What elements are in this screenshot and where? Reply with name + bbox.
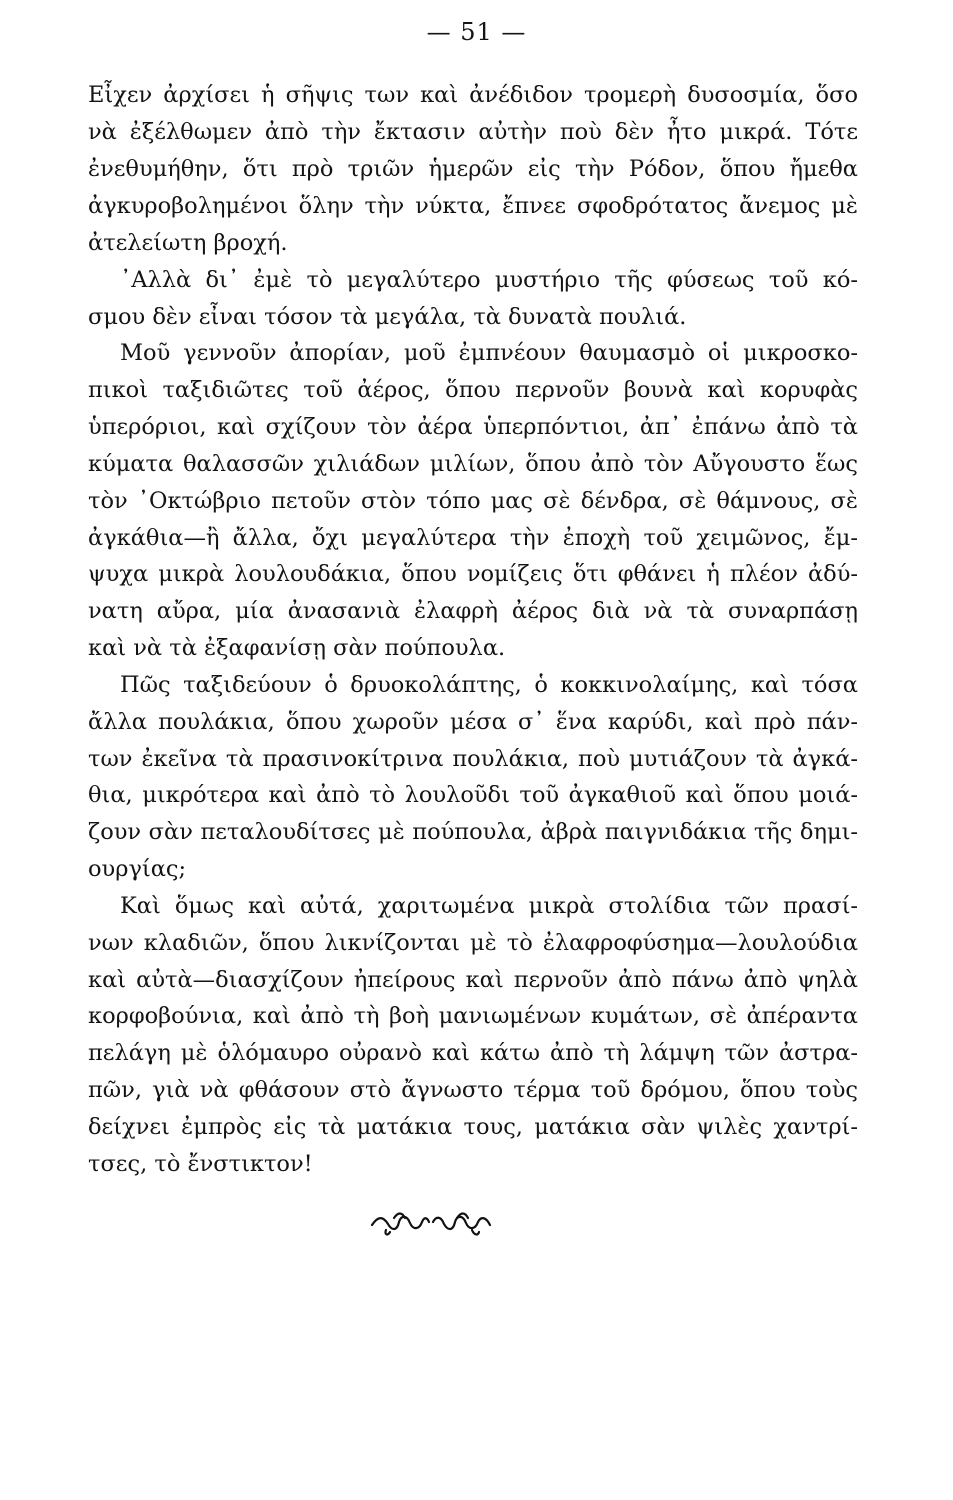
text-line: ἀτελείωτη βροχή.	[88, 230, 288, 256]
text-line: Εἶχεν ἀρχίσει ἡ σῆψις των καὶ ἀνέδιδον τρομερὴ δυσοσμία, ὅσο	[88, 82, 858, 108]
text-line: ἐνεθυμήθην, ὅτι πρὸ τριῶν ἡμερῶν εἰς τὴν Ρόδον, ὅπου ἤμεθα	[88, 156, 858, 182]
text-line: ζουν σὰν πεταλουδίτσες μὲ πούπουλα, ἀβρὰ παιγνιδάκια τῆς δημι-	[88, 819, 858, 845]
text-line: νὰ ἐξέλθωμεν ἀπὸ τὴν ἔκτασιν αὐτὴν ποὺ δὲν ἦτο μικρά. Τότε	[88, 119, 858, 145]
text-line: πελάγη μὲ ὁλόμαυρο οὐρανὸ καὶ κάτω ἀπὸ τὴ λάμψη τῶν ἀστρα-	[88, 1040, 858, 1066]
text-line: πῶν, γιὰ νὰ φθάσουν στὸ ἄγνωστο τέρμα τοῦ δρόμου, ὅπου τοὺς	[88, 1077, 858, 1103]
text-line: των ἐκεῖνα τὰ πρασινοκίτρινα πουλάκια, ποὺ μυτιάζουν τὰ ἀγκά-	[88, 746, 858, 772]
text-line: ἀγκυροβολημένοι ὅλην τὴν νύκτα, ἔπνεε σφοδρότατος ἄνεμος μὲ	[88, 193, 858, 219]
text-line: καὶ νὰ τὰ ἐξαφανίσῃ σὰν πούπουλα.	[88, 635, 506, 661]
text-line: σμου δὲν εἶναι τόσον τὰ μεγάλα, τὰ δυνατὰ πουλιά.	[88, 304, 687, 330]
text-line: ουργίας;	[88, 856, 187, 882]
text-line: καὶ αὐτὰ—διασχίζουν ἠπείρους καὶ περνοῦν ἀπὸ πάνω ἀπὸ ψηλὰ	[88, 967, 858, 993]
text-line: τὸν ᾿Οκτώβριο πετοῦν στὸν τόπο μας σὲ δένδρα, σὲ θάμνους, σὲ	[88, 488, 858, 514]
text-line: θια, μικρότερα καὶ ἀπὸ τὸ λουλοῦδι τοῦ ἀγκαθιοῦ καὶ ὅπου μοιά-	[88, 782, 858, 808]
text-line: κύματα θαλασσῶν χιλιάδων μιλίων, ὅπου ἀπὸ τὸν Αὔγουστο ἕως	[88, 451, 858, 477]
text-line: τσες, τὸ ἔνστικτον!	[88, 1151, 313, 1177]
text-line: δείχνει ἐμπρὸς εἰς τὰ ματάκια τους, ματάκια σὰν ψιλὲς χαντρί-	[88, 1114, 858, 1140]
text-line: ψυχα μικρὰ λουλουδάκια, ὅπου νομίζεις ὅτι φθάνει ἡ πλέον ἀδύ-	[88, 561, 858, 587]
text-line: ᾿Αλλὰ δι᾿ ἐμὲ τὸ μεγαλύτερο μυστήριο τῆς φύσεως τοῦ κό-	[120, 267, 858, 293]
decorative-ornament-icon	[368, 1208, 494, 1238]
text-line: ἀγκάθια—ἢ ἄλλα, ὄχι μεγαλύτερα τὴν ἐποχὴ τοῦ χειμῶνος, ἔμ-	[88, 525, 858, 551]
text-line: κορφοβούνια, καὶ ἀπὸ τὴ βοὴ μανιωμένων κυμάτων, σὲ ἀπέραντα	[88, 1003, 858, 1029]
text-line: ὑπερόριοι, καὶ σχίζουν τὸν ἀέρα ὑπερπόντιοι, ἀπ᾿ ἐπάνω ἀπὸ τὰ	[88, 414, 858, 440]
text-line: Πῶς ταξιδεύουν ὁ δρυοκολάπτης, ὁ κοκκινολαίμης, καὶ τόσα	[120, 672, 858, 698]
text-line: Καὶ ὅμως καὶ αὐτά, χαριτωμένα μικρὰ στολίδια τῶν πρασί-	[120, 893, 858, 919]
text-line: νατη αὔρα, μία ἀνασανιὰ ἐλαφρὴ ἀέρος διὰ νὰ τὰ συναρπάσῃ	[88, 598, 858, 624]
text-line: νων κλαδιῶν, ὅπου λικνίζονται μὲ τὸ ἐλαφροφύσημα—λουλούδια	[88, 930, 858, 956]
page-number: — 51 —	[426, 18, 527, 46]
text-line: Μοῦ γεννοῦν ἀπορίαν, μοῦ ἐμπνέουν θαυμασμὸ οἱ μικροσκο-	[120, 340, 858, 366]
text-line: πικοὶ ταξιδιῶτες τοῦ ἀέρος, ὅπου περνοῦν βουνὰ καὶ κορυφὰς	[88, 377, 858, 403]
text-line: ἄλλα πουλάκια, ὅπου χωροῦν μέσα σ᾿ ἕνα καρύδι, καὶ πρὸ πάν-	[88, 709, 858, 735]
